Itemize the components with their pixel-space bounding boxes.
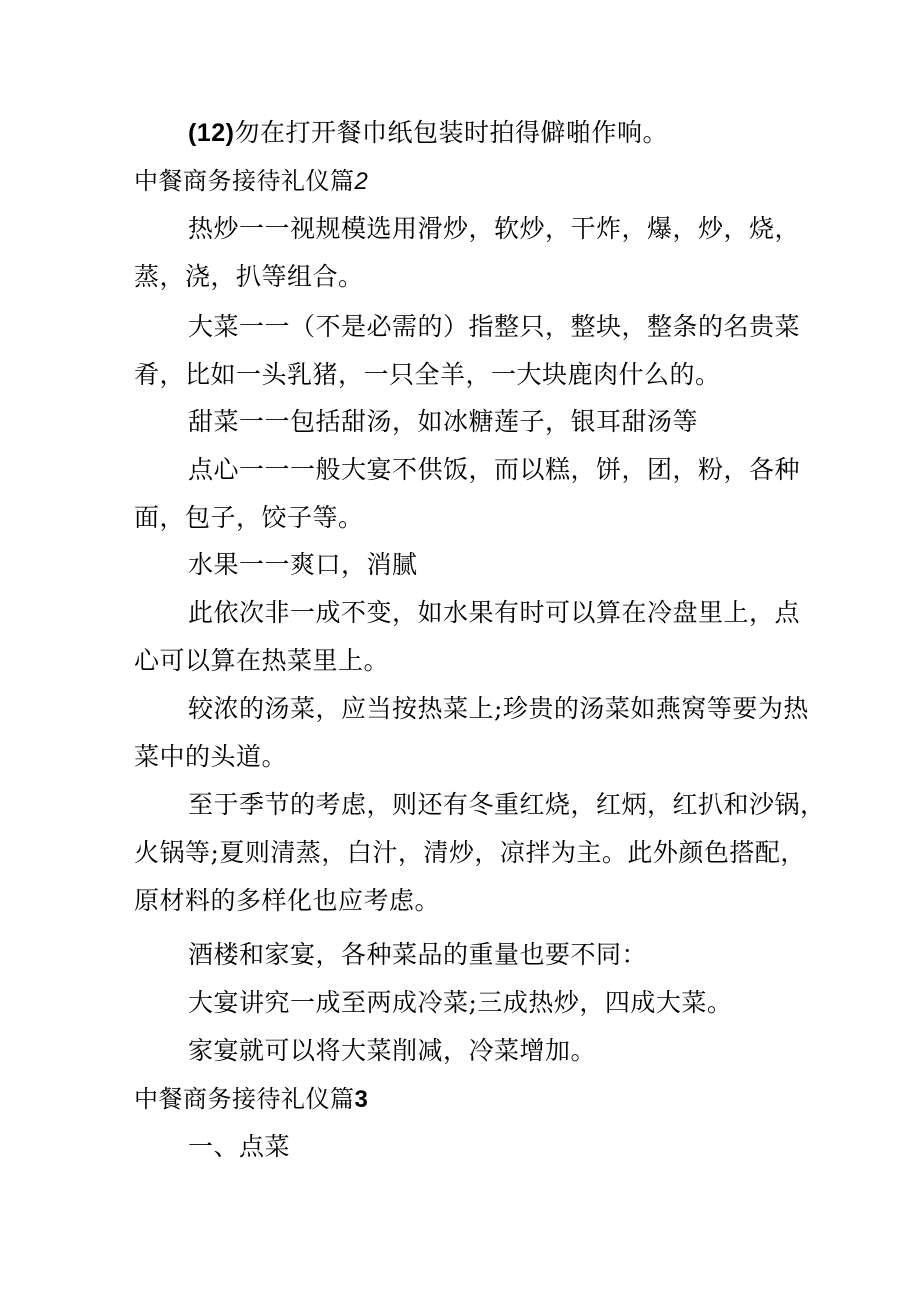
paragraph-line: 点心一一一般大宴不供饭，而以糕，饼，团，粉，各种: [188, 455, 801, 484]
item-text: 勿在打开餐巾纸包装时拍得僻啪作响。: [234, 118, 668, 147]
paragraph-line: 甜菜一一包括甜汤，如冰糖莲子，银耳甜汤等: [188, 407, 699, 436]
item-marker: (12): [188, 119, 235, 147]
paragraph-line: 肴，比如一头乳猪，一只全羊，一大块鹿肉什么的。: [134, 360, 721, 389]
section-title-text: 中餐商务接待礼仪篇: [134, 167, 355, 195]
list-item-12: [188, 118, 668, 148]
paragraph-line: 蒸，浇，扒等组合。: [134, 262, 364, 291]
paragraph-line: 较浓的汤菜，应当按热菜上;珍贵的汤菜如燕窝等要为热: [188, 694, 809, 723]
paragraph-line: 热炒一一视规模选用滑炒，软炒，干炸，爆，炒，烧，: [188, 214, 801, 243]
section-title-number: 2: [354, 168, 369, 195]
section-heading-2: [134, 166, 368, 197]
paragraph-line: 心可以算在热菜里上。: [134, 646, 390, 675]
paragraph-line: 至于季节的考虑，则还有冬重红烧，红炳，红扒和沙锅，: [188, 790, 826, 819]
section-title-number: 3: [354, 1086, 369, 1113]
paragraph-line: 大宴讲究一成至两成冷菜;三成热炒，四成大菜。: [188, 988, 733, 1017]
section-heading-3: [134, 1084, 368, 1115]
paragraph-line: 酒楼和家宴，各种菜品的重量也要不同：: [188, 940, 648, 969]
paragraph-line: 菜中的头道。: [134, 742, 288, 771]
paragraph-line: 大菜一一（不是必需的）指整只，整块，整条的名贵菜: [188, 312, 801, 341]
paragraph-line: 火锅等;夏则清蒸，白汁，清炒，凉拌为主。此外颜色搭配，: [134, 838, 806, 867]
paragraph-line: 原材料的多样化也应考虑。: [134, 886, 441, 915]
paragraph-line: 面，包子，饺子等。: [134, 503, 364, 532]
paragraph-line: 水果一一爽口，消腻: [188, 550, 418, 579]
paragraph-line: 家宴就可以将大菜削减，冷菜增加。: [188, 1036, 597, 1065]
section-title-text: 中餐商务接待礼仪篇: [134, 1085, 355, 1113]
paragraph-line: 此依次非一成不变，如水果有时可以算在冷盘里上，点: [188, 598, 801, 627]
subsection-heading: 一、点菜: [188, 1132, 291, 1161]
